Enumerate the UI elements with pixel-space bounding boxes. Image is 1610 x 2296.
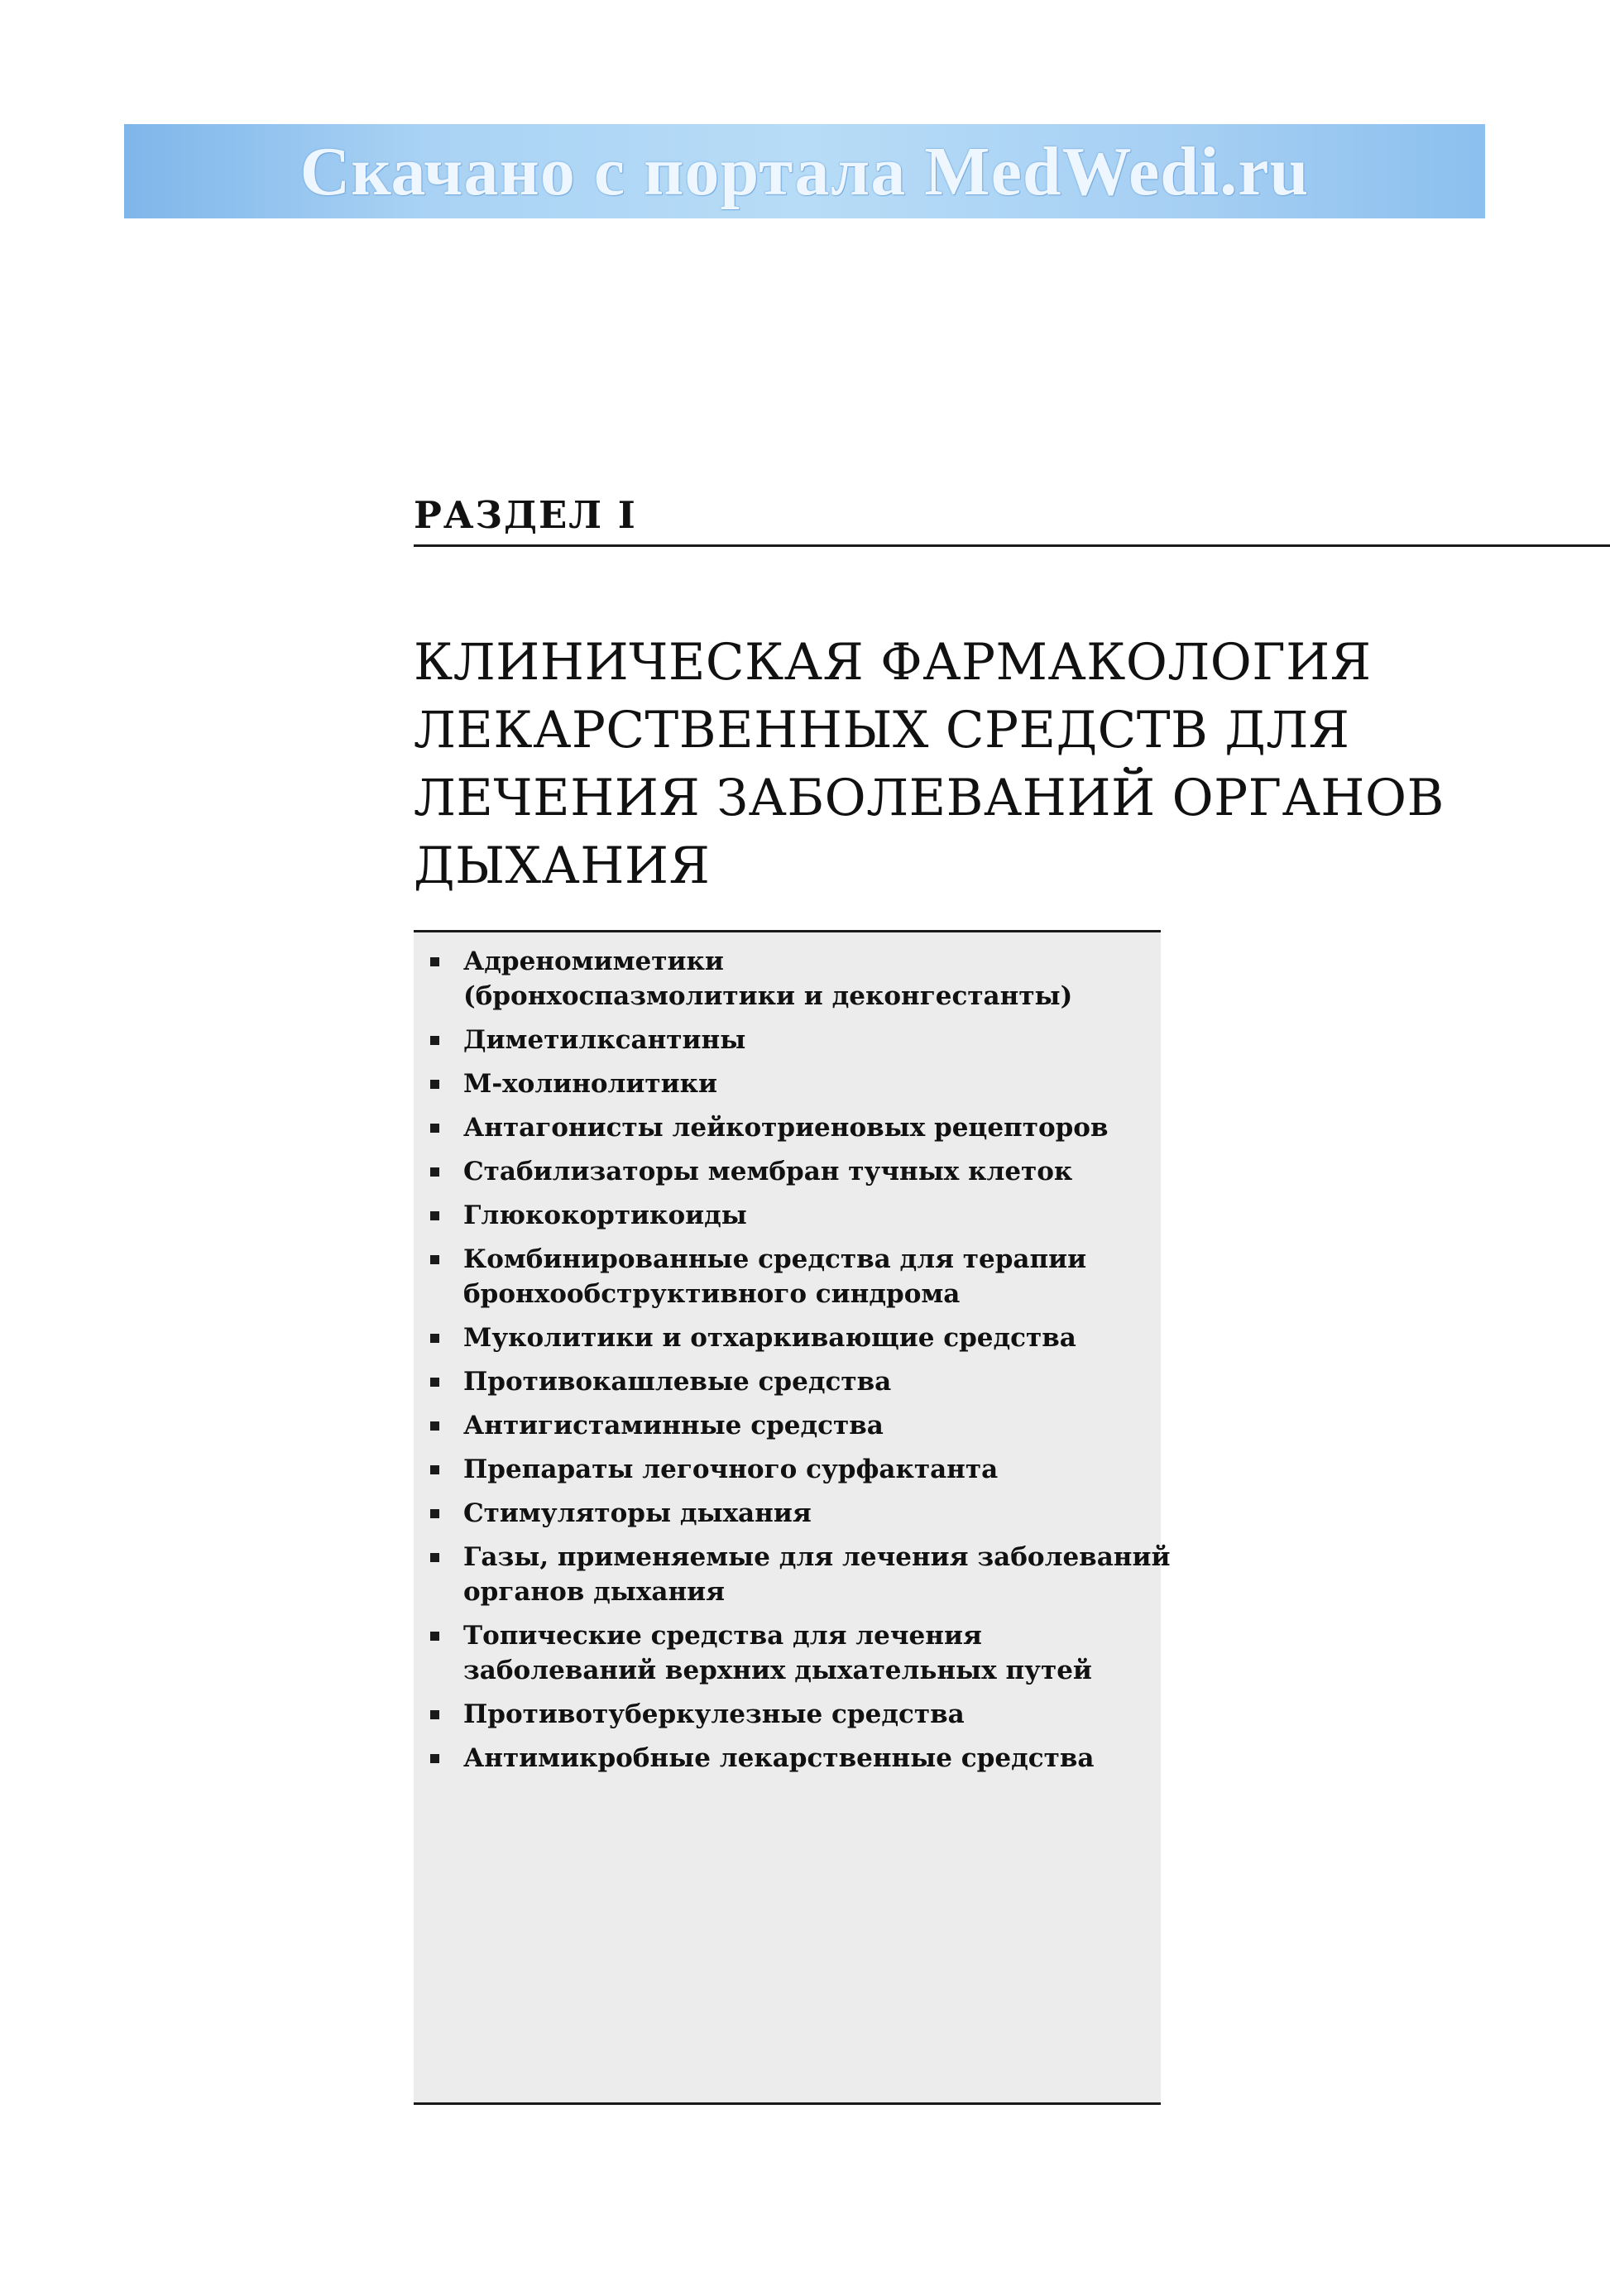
contents-list bbox=[414, 944, 1171, 1785]
square-bullet-icon bbox=[430, 1080, 439, 1089]
square-bullet-icon bbox=[430, 1509, 439, 1518]
list-item-text: Стимуляторы дыхания bbox=[463, 1498, 812, 1528]
list-item bbox=[414, 1321, 1161, 1355]
list-item-text: Адреномиметики bbox=[463, 947, 724, 976]
square-bullet-icon bbox=[430, 1754, 439, 1763]
square-bullet-icon bbox=[430, 1211, 439, 1220]
list-item-text: Антимикробные лекарственные средства bbox=[463, 1743, 1095, 1773]
title-line: ЛЕКАРСТВЕННЫХ СРЕДСТВ ДЛЯ bbox=[414, 701, 1350, 760]
list-item bbox=[414, 1452, 1161, 1487]
list-item-text: Стабилизаторы мембран тучных клеток bbox=[463, 1157, 1073, 1186]
list-item-text: Комбинированные средства для терапии bbox=[463, 1244, 1087, 1274]
square-bullet-icon bbox=[430, 1421, 439, 1431]
list-item-text: Глюкокортикоиды bbox=[463, 1201, 747, 1230]
list-item bbox=[414, 1110, 1161, 1145]
square-bullet-icon bbox=[430, 1378, 439, 1387]
list-item bbox=[414, 1023, 1161, 1057]
list-item bbox=[414, 1540, 1171, 1609]
list-item-text: Препараты легочного сурфактанта bbox=[463, 1455, 999, 1484]
title-line: КЛИНИЧЕСКАЯ ФАРМАКОЛОГИЯ bbox=[414, 633, 1372, 692]
list-item-text: Антагонисты лейкотриеновых рецепторов bbox=[463, 1113, 1109, 1143]
list-item-text: М-холинолитики bbox=[463, 1069, 717, 1099]
square-bullet-icon bbox=[430, 1632, 439, 1641]
list-item-text: заболеваний верхних дыхательных путей bbox=[463, 1656, 1092, 1685]
list-item bbox=[414, 1364, 1161, 1399]
list-item-text: (бронхоспазмолитики и деконгестанты) bbox=[463, 981, 1073, 1011]
list-item bbox=[414, 1198, 1161, 1233]
square-bullet-icon bbox=[430, 1036, 439, 1045]
list-item-text: Топические средства для лечения bbox=[463, 1621, 982, 1651]
list-item bbox=[414, 1154, 1161, 1189]
list-item-text: Диметилксантины bbox=[463, 1025, 746, 1055]
list-item bbox=[414, 944, 1161, 1014]
list-item bbox=[414, 1697, 1161, 1732]
section-label: РАЗДЕЛ I bbox=[414, 493, 637, 537]
list-item bbox=[414, 1408, 1161, 1443]
title-line: ЛЕЧЕНИЯ ЗАБОЛЕВАНИЙ ОРГАНОВ bbox=[414, 769, 1445, 827]
square-bullet-icon bbox=[430, 1124, 439, 1133]
list-item-text: Противокашлевые средства bbox=[463, 1367, 892, 1397]
page-title bbox=[414, 629, 1489, 900]
watermark-banner bbox=[124, 124, 1485, 218]
square-bullet-icon bbox=[430, 1334, 439, 1343]
list-item-text: Муколитики и отхаркивающие средства bbox=[463, 1323, 1076, 1353]
section-divider bbox=[414, 544, 1610, 547]
list-item bbox=[414, 1618, 1161, 1688]
square-bullet-icon bbox=[430, 1167, 439, 1177]
list-item-text: Газы, применяемые для лечения заболеваний bbox=[463, 1542, 1171, 1572]
list-item-text: органов дыхания bbox=[463, 1577, 726, 1607]
contents-box bbox=[414, 930, 1171, 2105]
square-bullet-icon bbox=[430, 1553, 439, 1562]
square-bullet-icon bbox=[430, 1465, 439, 1474]
watermark-text: Скачано с портала MedWedi.ru bbox=[299, 132, 1310, 210]
square-bullet-icon bbox=[430, 1710, 439, 1719]
list-item bbox=[414, 1067, 1161, 1101]
square-bullet-icon bbox=[430, 957, 439, 966]
square-bullet-icon bbox=[430, 1255, 439, 1264]
list-item bbox=[414, 1741, 1161, 1776]
list-item-text: бронхообструктивного синдрома bbox=[463, 1279, 961, 1309]
list-item-text: Антигистаминные средства bbox=[463, 1411, 884, 1440]
title-line: ДЫХАНИЯ bbox=[414, 836, 711, 895]
list-item-text: Противотуберкулезные средства bbox=[463, 1699, 965, 1729]
list-item bbox=[414, 1242, 1161, 1311]
list-item bbox=[414, 1496, 1161, 1531]
